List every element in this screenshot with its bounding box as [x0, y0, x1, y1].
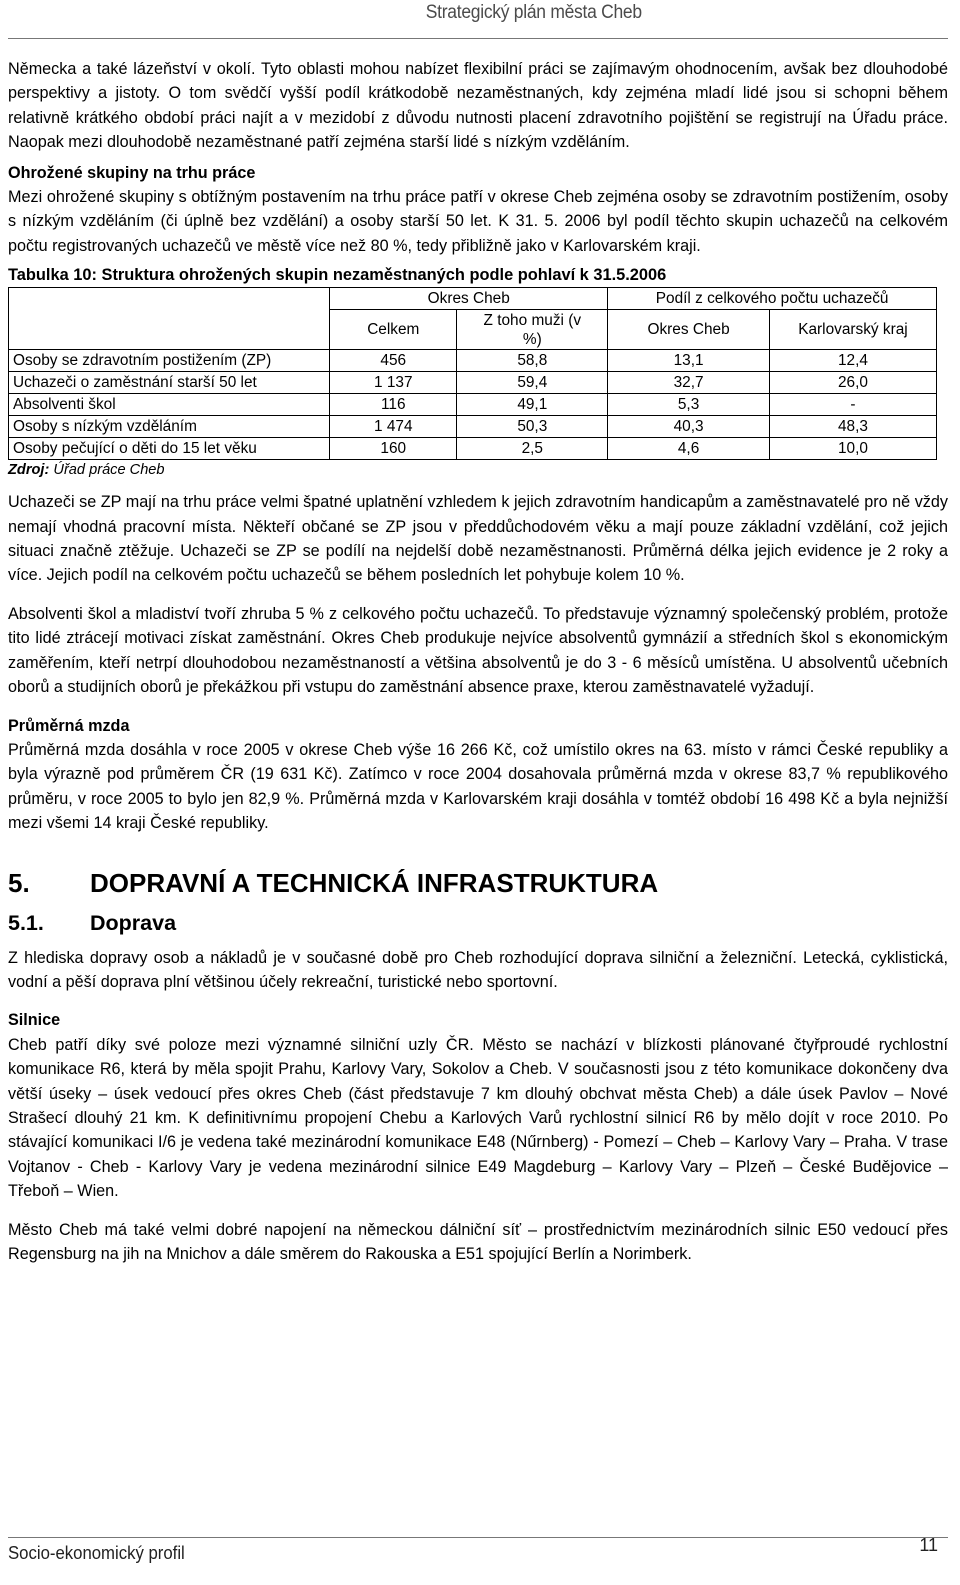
col-okres-header: Okres Cheb [608, 310, 770, 350]
row-label: Uchazeči o zaměstnání starší 50 let [9, 372, 330, 394]
section-5-1-title: Doprava [90, 910, 177, 935]
row-label: Osoby se zdravotním postižením (ZP) [9, 350, 330, 372]
cell-total: 1 137 [330, 372, 457, 394]
cell-kraj: 26,0 [769, 372, 936, 394]
section-5-number: 5. [8, 867, 30, 898]
roads-paragraph-1: Cheb patří díky své poloze mezi významné silniční uzly ČR. Město se nachází v blízkosti plánované čtyřproudé rychlostní komunikace R6, která by měla spojit Prahu, Karlovy Vary, Sokolov a Cheb. V současnosti jsou z této komunikace dokončeny dva větší úseky – úsek vedoucí přes okres Cheb (část představuje 7 km dlouhý obchvat města Cheb) a dále úsek Pavlov – Nové Strašecí dlouhý 21 km. K definitivnímu propojení Chebu a Karlových Varů rychlostní silnicí R6 by mělo dojít v roce 2010. Po stávající komunikaci I/6 je vedena také mezinárodní komunikace E48 (Nűrnberg) - Pomezí – Cheb – Karlovy Vary – Praha. V trase Vojtanov - Cheb - Karlovy Vary je vedena mezinárodní silnice E49 Magdeburg – Karlovy Vary – Plzeň – České Budějovice – Třeboň – Wien. [8, 1035, 948, 1201]
table-header-row-1 [9, 288, 937, 310]
table-row [9, 394, 937, 416]
row-label: Osoby pečující o děti do 15 let věku [9, 438, 330, 460]
table-row [9, 372, 937, 394]
threatened-heading: Ohrožené skupiny na trhu práce [8, 163, 256, 182]
header-divider [8, 38, 948, 39]
row-label: Osoby s nízkým vzděláním [9, 416, 330, 438]
section-5-heading [8, 866, 948, 900]
transport-paragraph: Z hlediska dopravy osob a nákladů je v současné době pro Cheb rozhodující doprava silniční a železniční. Letecká, cyklistická, vodní a pěší doprava plní většinou účely rekreační, turistické nebo sportovní. [8, 948, 948, 991]
table-row [9, 350, 937, 372]
cell-kraj: 48,3 [769, 416, 936, 438]
col-kraj-header: Karlovarský kraj [769, 310, 936, 350]
row-label: Absolventi škol [9, 394, 330, 416]
cell-men: 49,1 [457, 394, 608, 416]
section-5-title: DOPRAVNÍ A TECHNICKÁ INFRASTRUKTURA [90, 867, 659, 898]
intro-paragraph: Německa a také lázeňství v okolí. Tyto oblasti mohou nabízet flexibilní práci se zajímavým ohodnocením, avšak bez dlouhodobé perspektivy a jistoty. O tom svědčí vyšší podíl krátkodobě nezaměstnaných, kdy zejména mladí lidé jsou si schopni během relativně krátkého období práci najít a v mezidobí z důvodu nutnosti placení zdravotního pojištění se registrují na Úřadu práce. Naopak mezi dlouhodobě nezaměstnané patří zejména starší lidé s nízkým vzděláním. [8, 60, 948, 152]
roads-paragraph-2: Město Cheb má také velmi dobré napojení na německou dálniční síť – prostřednictvím mezinárodních silnic E50 vedoucí přes Regensburg na jih na Mnichov a dále směrem do Rakouska a E51 spojující Berlín a Norimberk. [8, 1220, 948, 1263]
cell-kraj: 10,0 [769, 438, 936, 460]
footer-divider [8, 1537, 948, 1538]
source-text: Úřad práce Cheb [53, 462, 165, 479]
page-number: 11 [919, 1535, 938, 1555]
header-share: Podíl z celkového počtu uchazečů [608, 288, 937, 310]
cell-okres: 40,3 [608, 416, 770, 438]
cell-kraj: 12,4 [769, 350, 936, 372]
document-body [8, 57, 948, 1266]
absolventi-paragraph: Absolventi škol a mladiství tvoří zhruba 5 % z celkového počtu uchazečů. To představuje významný společenský problém, protože tito lidé ztrácejí motivaci získat zaměstnání. Okres Cheb produkuje nejvíce absolventů gymnázií a středních škol s ekonomickým zaměřením, kteří netrpí dlouhodobou nezaměstnaností a většina absolventů je do 3 - 6 měsíců umístěna. U absolventů učebních oborů a studijních oborů je překážkou při vstupu do zaměstnání absence praxe, kterou zaměstnavatelé vyžadují. [8, 604, 948, 697]
cell-men: 58,8 [457, 350, 608, 372]
wage-heading: Průměrná mzda [8, 716, 130, 735]
cell-total: 160 [330, 438, 457, 460]
zp-paragraph: Uchazeči se ZP mají na trhu práce velmi špatné uplatnění vzhledem k jejich zdravotním handicapům a zaměstnavatelé pro ně vždy nemají vhodná pracovní místa. Někteří občané se ZP jsou v předdůchodovém věku a mají pouze základní vzdělání, což jejich situaci značně ztěžuje. Uchazeči se ZP se podílí na nejdelší době nezaměstnanosti. Průměrná délka jejich evidence je 2 roky a více. Jejich podíl na celkovém počtu uchazečů se během posledních let pohybuje kolem 10 %. [8, 493, 948, 585]
col-men-header: Z toho muži (v %) [457, 310, 608, 350]
table-caption: Tabulka 10: Struktura ohrožených skupin nezaměstnaných podle pohlaví k 31.5.2006 [8, 266, 667, 285]
source-label: Zdroj: [8, 462, 50, 479]
table-row [9, 438, 937, 460]
cell-men: 50,3 [457, 416, 608, 438]
header-okres-cheb: Okres Cheb [330, 288, 608, 310]
roads-heading: Silnice [8, 1011, 61, 1030]
wage-paragraph: Průměrná mzda dosáhla v roce 2005 v okrese Cheb výše 16 266 Kč, což umístilo okres na 63. místo v rámci České republiky a byla výrazně pod průměrem ČR (19 631 Kč). Zatímco v roce 2004 dosahovala průměrná mzda v okrese 83,7 % republikového průměru, v roce 2005 to bylo jen 82,9 %. Průměrná mzda v Karlovarském kraji dosáhla v tomtéž období 16 498 Kč a byla nejnižší mezi všemi 14 kraji České republiky. [8, 740, 948, 833]
cell-okres: 5,3 [608, 394, 770, 416]
header-title: Strategický plán města Cheb [425, 2, 642, 23]
cell-okres: 32,7 [608, 372, 770, 394]
threatened-groups-table [8, 287, 937, 460]
cell-total: 456 [330, 350, 457, 372]
cell-okres: 4,6 [608, 438, 770, 460]
cell-men: 59,4 [457, 372, 608, 394]
cell-men: 2,5 [457, 438, 608, 460]
cell-kraj: - [769, 394, 936, 416]
threatened-paragraph: Mezi ohrožené skupiny s obtížným postavením na trhu práce patří v okrese Cheb zejména osoby se zdravotním postižením, osoby s nízkým vzděláním (či úplně bez vzdělání) a osoby starší 50 let. K 31. 5. 2006 byl podíl těchto skupin uchazečů na celkovém počtu registrovaných uchazečů ve městě více než 80 %, tedy přibližně jako v Karlovarském kraji. [8, 188, 948, 255]
cell-total: 116 [330, 394, 457, 416]
cell-total: 1 474 [330, 416, 457, 438]
cell-okres: 13,1 [608, 350, 770, 372]
section-5-1-number: 5.1. [8, 910, 44, 935]
footer-title: Socio-ekonomický profil [8, 1543, 185, 1563]
table-row [9, 416, 937, 438]
section-5-1-heading [8, 908, 948, 938]
col-total-header: Celkem [330, 310, 457, 350]
table-source [8, 460, 948, 480]
